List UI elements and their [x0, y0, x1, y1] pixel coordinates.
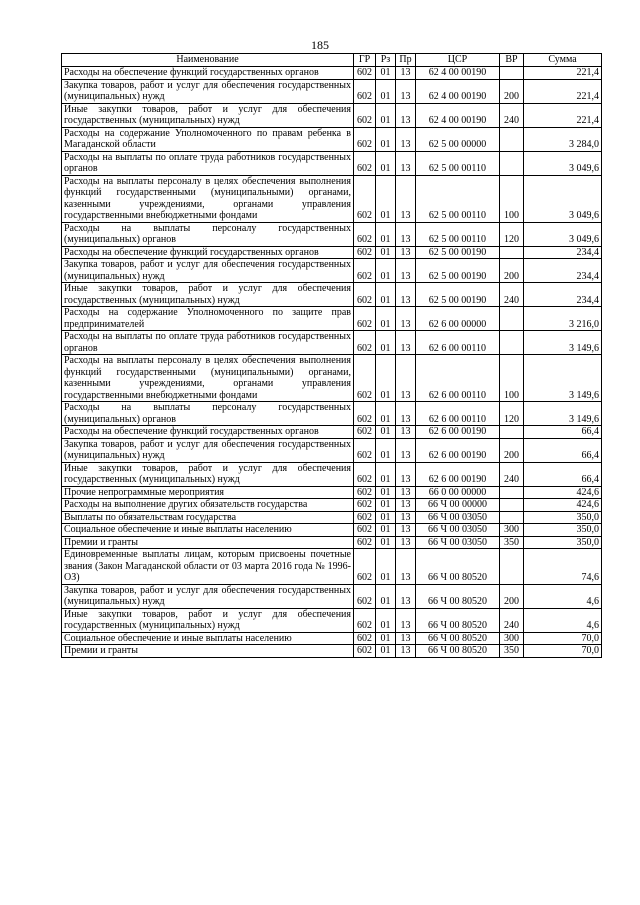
cell-gr: 602 [354, 259, 376, 283]
table-row [62, 486, 602, 499]
cell-sum: 4,6 [524, 608, 602, 632]
cell-pr: 13 [396, 549, 416, 585]
cell-vr: 240 [500, 462, 524, 486]
cell-gr: 602 [354, 549, 376, 585]
cell-pr: 13 [396, 283, 416, 307]
cell-rz: 01 [376, 486, 396, 499]
cell-pr: 13 [396, 499, 416, 512]
cell-sum: 3 149,6 [524, 331, 602, 355]
cell-vr: 350 [500, 645, 524, 658]
table-row [62, 103, 602, 127]
cell-sum: 70,0 [524, 645, 602, 658]
cell-sum: 234,4 [524, 259, 602, 283]
cell-pr: 13 [396, 259, 416, 283]
cell-gr: 602 [354, 103, 376, 127]
cell-vr: 240 [500, 103, 524, 127]
cell-sum: 3 049,6 [524, 175, 602, 222]
cell-gr: 602 [354, 67, 376, 80]
cell-csr: 66 Ч 00 80520 [416, 632, 500, 645]
table-row [62, 307, 602, 331]
cell-csr: 66 Ч 00 80520 [416, 584, 500, 608]
cell-name: Прочие непрограммные мероприятия [62, 486, 354, 499]
cell-sum: 3 049,6 [524, 151, 602, 175]
cell-pr: 13 [396, 103, 416, 127]
cell-rz: 01 [376, 79, 396, 103]
cell-name: Иные закупки товаров, работ и услуг для обеспечения государственных (муниципальных) нужд [62, 608, 354, 632]
cell-sum: 66,4 [524, 438, 602, 462]
cell-pr: 13 [396, 426, 416, 439]
cell-csr: 62 5 00 00110 [416, 175, 500, 222]
cell-gr: 602 [354, 402, 376, 426]
cell-rz: 01 [376, 283, 396, 307]
cell-name: Расходы на выплаты персоналу государственных (муниципальных) органов [62, 222, 354, 246]
cell-csr: 62 6 00 00190 [416, 438, 500, 462]
cell-pr: 13 [396, 79, 416, 103]
cell-pr: 13 [396, 584, 416, 608]
cell-csr: 66 Ч 00 03050 [416, 536, 500, 549]
table-row [62, 499, 602, 512]
cell-gr: 602 [354, 499, 376, 512]
table-row [62, 283, 602, 307]
cell-sum: 221,4 [524, 79, 602, 103]
cell-vr [500, 486, 524, 499]
cell-rz: 01 [376, 462, 396, 486]
cell-sum: 424,6 [524, 486, 602, 499]
cell-pr: 13 [396, 438, 416, 462]
cell-sum: 66,4 [524, 462, 602, 486]
cell-sum: 234,4 [524, 246, 602, 259]
table-row [62, 127, 602, 151]
cell-pr: 13 [396, 402, 416, 426]
table-row [62, 549, 602, 585]
cell-name: Расходы на обеспечение функций государственных органов [62, 426, 354, 439]
table-row [62, 175, 602, 222]
cell-sum: 234,4 [524, 283, 602, 307]
table-row [62, 426, 602, 439]
header-csr: ЦСР [416, 54, 500, 67]
cell-sum: 66,4 [524, 426, 602, 439]
cell-vr: 100 [500, 175, 524, 222]
cell-vr [500, 511, 524, 524]
table-row [62, 511, 602, 524]
cell-sum: 350,0 [524, 524, 602, 537]
cell-gr: 602 [354, 584, 376, 608]
table-row [62, 632, 602, 645]
cell-name: Расходы на выплаты персоналу в целях обеспечения выполнения функций государственными (муниципальными) органами, казенными учреждениями, органами управления государственными внебюджетными фондами [62, 175, 354, 222]
cell-rz: 01 [376, 608, 396, 632]
cell-csr: 62 5 00 00190 [416, 246, 500, 259]
cell-csr: 62 4 00 00190 [416, 103, 500, 127]
cell-csr: 62 6 00 00000 [416, 307, 500, 331]
cell-name: Закупка товаров, работ и услуг для обеспечения государственных (муниципальных) нужд [62, 79, 354, 103]
cell-vr [500, 499, 524, 512]
cell-pr: 13 [396, 536, 416, 549]
header-vr: ВР [500, 54, 524, 67]
cell-gr: 602 [354, 331, 376, 355]
table-row [62, 536, 602, 549]
cell-gr: 602 [354, 127, 376, 151]
cell-gr: 602 [354, 462, 376, 486]
cell-name: Расходы на содержание Уполномоченного по защите прав предпринимателей [62, 307, 354, 331]
cell-csr: 62 5 00 00000 [416, 127, 500, 151]
cell-gr: 602 [354, 355, 376, 402]
cell-gr: 602 [354, 524, 376, 537]
cell-sum: 221,4 [524, 103, 602, 127]
cell-gr: 602 [354, 438, 376, 462]
cell-gr: 602 [354, 511, 376, 524]
cell-rz: 01 [376, 67, 396, 80]
cell-vr: 120 [500, 402, 524, 426]
cell-name: Расходы на обеспечение функций государственных органов [62, 67, 354, 80]
cell-sum: 350,0 [524, 511, 602, 524]
cell-csr: 62 6 00 00110 [416, 402, 500, 426]
cell-pr: 13 [396, 151, 416, 175]
cell-gr: 602 [354, 307, 376, 331]
cell-gr: 602 [354, 536, 376, 549]
cell-name: Премии и гранты [62, 645, 354, 658]
cell-name: Закупка товаров, работ и услуг для обеспечения государственных (муниципальных) нужд [62, 584, 354, 608]
cell-vr: 300 [500, 524, 524, 537]
cell-sum: 70,0 [524, 632, 602, 645]
cell-csr: 62 5 00 00190 [416, 283, 500, 307]
cell-pr: 13 [396, 462, 416, 486]
cell-rz: 01 [376, 246, 396, 259]
cell-name: Иные закупки товаров, работ и услуг для обеспечения государственных (муниципальных) нужд [62, 462, 354, 486]
cell-pr: 13 [396, 246, 416, 259]
cell-rz: 01 [376, 438, 396, 462]
cell-rz: 01 [376, 175, 396, 222]
cell-gr: 602 [354, 645, 376, 658]
cell-rz: 01 [376, 584, 396, 608]
cell-name: Расходы на выплаты персоналу государственных (муниципальных) органов [62, 402, 354, 426]
cell-name: Расходы на выполнение других обязательств государства [62, 499, 354, 512]
cell-gr: 602 [354, 246, 376, 259]
table-row [62, 438, 602, 462]
cell-pr: 13 [396, 355, 416, 402]
cell-vr [500, 426, 524, 439]
cell-rz: 01 [376, 499, 396, 512]
cell-name: Расходы на выплаты по оплате труда работников государственных органов [62, 151, 354, 175]
cell-vr [500, 307, 524, 331]
table-row [62, 402, 602, 426]
cell-csr: 66 Ч 00 03050 [416, 511, 500, 524]
cell-csr: 62 6 00 00190 [416, 426, 500, 439]
table-row [62, 79, 602, 103]
cell-vr: 200 [500, 584, 524, 608]
cell-gr: 602 [354, 632, 376, 645]
cell-csr: 62 5 00 00190 [416, 259, 500, 283]
page-number: 185 [311, 38, 329, 52]
cell-rz: 01 [376, 151, 396, 175]
cell-gr: 602 [354, 175, 376, 222]
header-gr: ГР [354, 54, 376, 67]
cell-pr: 13 [396, 486, 416, 499]
cell-rz: 01 [376, 645, 396, 658]
cell-csr: 62 6 00 00110 [416, 355, 500, 402]
cell-name: Единовременные выплаты лицам, которым присвоены почетные звания (Закон Магаданской области от 03 марта 2016 года № 1996-ОЗ) [62, 549, 354, 585]
cell-sum: 74,6 [524, 549, 602, 585]
cell-sum: 4,6 [524, 584, 602, 608]
cell-csr: 62 4 00 00190 [416, 79, 500, 103]
table-row [62, 584, 602, 608]
cell-vr: 120 [500, 222, 524, 246]
cell-name: Закупка товаров, работ и услуг для обеспечения государственных (муниципальных) нужд [62, 259, 354, 283]
cell-gr: 602 [354, 608, 376, 632]
cell-csr: 62 5 00 00110 [416, 151, 500, 175]
cell-name: Расходы на содержание Уполномоченного по правам ребенка в Магаданской области [62, 127, 354, 151]
cell-csr: 66 Ч 00 80520 [416, 608, 500, 632]
cell-csr: 66 Ч 00 00000 [416, 499, 500, 512]
cell-sum: 350,0 [524, 536, 602, 549]
cell-pr: 13 [396, 608, 416, 632]
cell-gr: 602 [354, 283, 376, 307]
cell-vr [500, 331, 524, 355]
header-sum: Сумма [524, 54, 602, 67]
cell-name: Закупка товаров, работ и услуг для обеспечения государственных (муниципальных) нужд [62, 438, 354, 462]
cell-name: Социальное обеспечение и иные выплаты населению [62, 524, 354, 537]
cell-rz: 01 [376, 331, 396, 355]
cell-sum: 3 216,0 [524, 307, 602, 331]
header-name: Наименование [62, 54, 354, 67]
cell-csr: 62 6 00 00190 [416, 462, 500, 486]
cell-rz: 01 [376, 402, 396, 426]
cell-csr: 62 6 00 00110 [416, 331, 500, 355]
cell-pr: 13 [396, 67, 416, 80]
cell-gr: 602 [354, 79, 376, 103]
cell-rz: 01 [376, 307, 396, 331]
cell-rz: 01 [376, 536, 396, 549]
cell-vr [500, 549, 524, 585]
cell-rz: 01 [376, 426, 396, 439]
cell-rz: 01 [376, 259, 396, 283]
cell-vr: 300 [500, 632, 524, 645]
cell-gr: 602 [354, 222, 376, 246]
cell-vr: 100 [500, 355, 524, 402]
cell-name: Иные закупки товаров, работ и услуг для обеспечения государственных (муниципальных) нужд [62, 103, 354, 127]
header-pr: Пр [396, 54, 416, 67]
cell-name: Расходы на выплаты персоналу в целях обеспечения выполнения функций государственными (муниципальными) органами, казенными учреждениями, органами управления государственными внебюджетными фондами [62, 355, 354, 402]
budget-table [61, 53, 602, 658]
table-row [62, 608, 602, 632]
cell-csr: 66 Ч 00 80520 [416, 645, 500, 658]
cell-name: Расходы на обеспечение функций государственных органов [62, 246, 354, 259]
cell-csr: 62 4 00 00190 [416, 67, 500, 80]
cell-sum: 3 149,6 [524, 355, 602, 402]
cell-name: Иные закупки товаров, работ и услуг для обеспечения государственных (муниципальных) нужд [62, 283, 354, 307]
cell-gr: 602 [354, 486, 376, 499]
cell-rz: 01 [376, 632, 396, 645]
table-row [62, 355, 602, 402]
cell-vr: 200 [500, 259, 524, 283]
cell-vr [500, 151, 524, 175]
cell-pr: 13 [396, 127, 416, 151]
cell-rz: 01 [376, 222, 396, 246]
cell-pr: 13 [396, 645, 416, 658]
table-row [62, 524, 602, 537]
header-rz: Рз [376, 54, 396, 67]
cell-vr: 240 [500, 283, 524, 307]
cell-rz: 01 [376, 355, 396, 402]
table-row [62, 67, 602, 80]
cell-rz: 01 [376, 511, 396, 524]
cell-rz: 01 [376, 127, 396, 151]
cell-csr: 66 0 00 00000 [416, 486, 500, 499]
table-row [62, 331, 602, 355]
cell-name: Выплаты по обязательствам государства [62, 511, 354, 524]
cell-sum: 3 284,0 [524, 127, 602, 151]
table-row [62, 645, 602, 658]
table-row [62, 259, 602, 283]
cell-vr [500, 127, 524, 151]
cell-pr: 13 [396, 331, 416, 355]
cell-vr: 240 [500, 608, 524, 632]
table-row [62, 151, 602, 175]
cell-csr: 62 5 00 00110 [416, 222, 500, 246]
cell-pr: 13 [396, 511, 416, 524]
cell-csr: 66 Ч 00 03050 [416, 524, 500, 537]
cell-gr: 602 [354, 151, 376, 175]
cell-pr: 13 [396, 175, 416, 222]
cell-sum: 3 149,6 [524, 402, 602, 426]
cell-pr: 13 [396, 222, 416, 246]
cell-sum: 221,4 [524, 67, 602, 80]
cell-rz: 01 [376, 524, 396, 537]
cell-csr: 66 Ч 00 80520 [416, 549, 500, 585]
cell-sum: 424,6 [524, 499, 602, 512]
cell-rz: 01 [376, 103, 396, 127]
cell-vr: 200 [500, 79, 524, 103]
cell-vr: 350 [500, 536, 524, 549]
cell-rz: 01 [376, 549, 396, 585]
table-row [62, 222, 602, 246]
cell-pr: 13 [396, 524, 416, 537]
cell-pr: 13 [396, 307, 416, 331]
cell-sum: 3 049,6 [524, 222, 602, 246]
cell-vr [500, 67, 524, 80]
cell-name: Премии и гранты [62, 536, 354, 549]
table-row [62, 462, 602, 486]
table-row [62, 246, 602, 259]
cell-vr: 200 [500, 438, 524, 462]
cell-pr: 13 [396, 632, 416, 645]
cell-name: Расходы на выплаты по оплате труда работников государственных органов [62, 331, 354, 355]
cell-vr [500, 246, 524, 259]
cell-name: Социальное обеспечение и иные выплаты населению [62, 632, 354, 645]
cell-gr: 602 [354, 426, 376, 439]
table-header-row [62, 54, 602, 67]
